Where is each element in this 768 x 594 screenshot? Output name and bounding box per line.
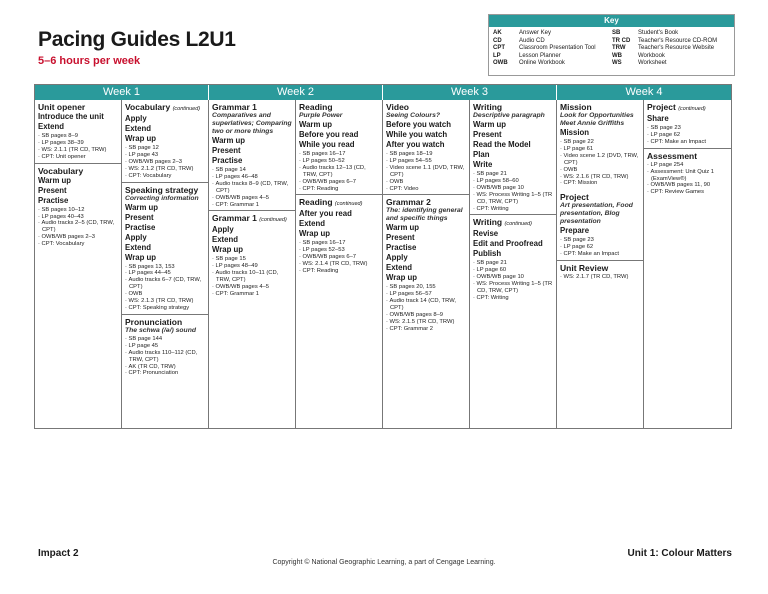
lesson-step: Warm up [125, 202, 159, 212]
resource-item: · Audio track 14 (CD, TRW, CPT) [386, 298, 466, 312]
resource-item: · OWB [125, 291, 205, 298]
lesson-step: Extend [386, 263, 412, 273]
lesson-step: Publish [473, 249, 502, 259]
section-title [560, 263, 640, 273]
section-title-text: Project [560, 192, 589, 203]
lesson-step: Warm up [212, 136, 246, 145]
resource-item: · LP page 60 [473, 267, 553, 274]
resource-item: · SB page 23 [560, 237, 640, 244]
resource-item: · WS: 2.1.7 (TR CD, TRW) [560, 274, 640, 281]
resource-list [560, 237, 640, 258]
resource-item: · OWB/WB pages 2–3 [125, 159, 205, 166]
resource-list [473, 260, 553, 301]
key-description: Answer Key [519, 30, 552, 36]
resource-item: · Audio tracks 10–11 (CD, TRW, CPT) [212, 270, 292, 284]
section-title-text: Writing [473, 102, 503, 112]
key-abbreviation: CPT [493, 45, 505, 52]
resource-list [386, 284, 466, 332]
section-title-text: Vocabulary [38, 165, 84, 176]
lesson-step: Prepare [560, 226, 590, 236]
resource-item: · SB pages 16–17 [299, 151, 379, 158]
key-abbreviation: WB [612, 52, 622, 59]
section-title-text: Project [647, 102, 676, 112]
resource-item: · WS: 2.1.1 (TR CD, TRW) [38, 147, 118, 154]
lesson-step: While you read [299, 140, 355, 149]
key-column-left [493, 30, 612, 68]
resource-item: · OWB/WB pages 8–9 [386, 312, 466, 319]
resource-item: · LP pages 40–43 [38, 214, 118, 221]
lesson-step: Present [386, 233, 415, 243]
key-description: Online Workbook [519, 60, 565, 67]
key-row [612, 53, 731, 61]
section-title-text: Vocabulary [125, 102, 171, 112]
lesson-step: Practise [125, 222, 156, 232]
lesson-step: Wrap up [125, 252, 157, 262]
resource-item: · CPT: Grammar 1 [212, 202, 292, 209]
section-title-text: Assessment [647, 150, 698, 161]
resource-list [386, 151, 466, 192]
lesson-step: After you watch [386, 140, 445, 149]
resource-item: · CPT: Pronunciation [125, 370, 205, 377]
continued-label: (continued) [504, 221, 533, 228]
resource-item: · LP page 45 [125, 343, 205, 350]
resource-item: · CPT: Reading [299, 268, 379, 275]
section-title [386, 102, 466, 112]
resource-item: · SB page 12 [125, 145, 205, 152]
resource-item: · LP page 62 [647, 132, 728, 139]
section-title-text: Unit Review [560, 263, 609, 274]
resource-item: · CPT: Writing [473, 295, 553, 302]
resource-item: · LP page 62 [560, 244, 640, 251]
key-row [493, 60, 612, 68]
resource-item: · LP pages 46–48 [212, 174, 292, 181]
resource-list [212, 167, 292, 208]
page-title: Pacing Guides L2U1 [38, 28, 236, 51]
resource-item: · CPT: Mission [560, 180, 640, 187]
resource-list [38, 207, 118, 248]
key-abbreviation: AK [493, 30, 502, 36]
resource-item: · Video scene 1.1 (DVD, TRW, CPT) [386, 165, 466, 179]
key-abbreviation: WS [612, 60, 622, 67]
resource-item: · OWB/WB page 10 [473, 185, 553, 192]
resource-item: · CPT: Unit opener [38, 154, 118, 161]
resource-item: · CPT: Grammar 2 [386, 326, 466, 333]
resource-item: · CPT: Vocabulary [125, 173, 205, 180]
section-title-text: Reading [299, 102, 333, 112]
lesson-step: Extend [299, 219, 325, 229]
lesson-step: Warm up [38, 175, 72, 185]
resource-item: · SB page 14 [212, 167, 292, 174]
lesson-step: Write [473, 160, 493, 169]
resource-item: · CPT: Make an Impact [647, 139, 728, 146]
footer-book-title: Impact 2 [38, 548, 79, 559]
section-title [38, 102, 118, 112]
section-title [473, 217, 553, 229]
section-title-text: Writing [473, 217, 503, 228]
lesson-step: Practise [38, 195, 69, 205]
key-abbreviation: TR CD [612, 37, 631, 44]
resource-item: · LP page 61 [560, 146, 640, 153]
lesson-column [644, 100, 731, 428]
resource-item: · CPT: Reading [299, 186, 379, 193]
key-box [488, 14, 735, 76]
continued-label: (continued) [259, 217, 287, 224]
resource-item: · CPT: Writing [473, 206, 553, 213]
resource-item: · LP pages 58–60 [473, 178, 553, 185]
section-subtitle: Look for Opportunities [560, 112, 634, 119]
resource-item: · LP pages 38–39 [38, 140, 118, 147]
resource-item: · WS: 2.1.6 (TR CD, TRW) [560, 174, 640, 181]
key-row [612, 45, 731, 53]
section-subtitle: Meet Annie Griffiths [560, 120, 625, 127]
section-title-text: Unit opener [38, 102, 86, 112]
key-description: Audio CD [519, 37, 545, 44]
resource-item: · Audio tracks 8–9 (CD, TRW, CPT) [212, 181, 292, 195]
resource-item: · LP pages 44–45 [125, 270, 205, 277]
resource-list [560, 139, 640, 187]
resource-item: · SB page 15 [212, 256, 292, 263]
lesson-step: Present [473, 130, 502, 139]
lesson-columns [35, 100, 731, 428]
section-title [212, 102, 292, 112]
key-description: Teacher's Resource CD-ROM [638, 37, 718, 44]
resource-item: · CPT: Speaking strategy [125, 305, 205, 312]
lesson-step: Apply [386, 253, 408, 263]
section-divider [296, 194, 382, 195]
footer-copyright: Copyright © National Geographic Learning, a part of Cengage Learning. [272, 559, 496, 566]
resource-item: · OWB/WB pages 6–7 [299, 254, 379, 261]
pacing-grid [34, 84, 732, 429]
resource-item: · CPT: Make an Impact [560, 251, 640, 258]
resource-item: · Video scene 1.2 (DVD, TRW, CPT) [560, 153, 640, 167]
lesson-step: Present [212, 146, 241, 155]
lesson-step: Wrap up [386, 273, 418, 283]
lesson-step: Plan [473, 150, 490, 159]
key-row [612, 60, 731, 68]
week-header: Week 4 [557, 85, 731, 100]
resource-item: · SB page 22 [560, 139, 640, 146]
lesson-step: Mission [560, 128, 590, 137]
resource-item: · Assessment: Unit Quiz 1 (ExamView®) [647, 169, 728, 183]
resource-item: · OWB/WB page 10 [473, 274, 553, 281]
section-title-text: Pronunciation [125, 316, 183, 327]
lesson-column [296, 100, 383, 428]
lesson-step: Wrap up [125, 134, 157, 143]
section-title [125, 185, 205, 195]
key-column-right [612, 30, 731, 68]
resource-item: · Audio tracks 12–13 (CD, TRW, CPT) [299, 165, 379, 179]
resource-item: · Audio tracks 2–5 (CD, TRW, CPT) [38, 220, 118, 234]
resource-item: · WS: Process Writing 1–5 (TR CD, TRW, CPT) [473, 281, 553, 295]
resource-list [473, 171, 553, 212]
lesson-step: After you read [299, 209, 352, 219]
lesson-step: Extend [212, 235, 238, 245]
lesson-column [122, 100, 209, 428]
resource-item: · CPT: Review Games [647, 189, 728, 196]
lesson-column [35, 100, 122, 428]
lesson-column [383, 100, 470, 428]
key-description: Teacher's Resource Website [638, 45, 715, 52]
resource-list [560, 274, 640, 281]
continued-label: (continued) [678, 106, 706, 112]
lesson-step: Extend [38, 122, 64, 131]
lesson-column [557, 100, 644, 428]
section-divider [35, 163, 121, 164]
section-title-text: Grammar 1 [212, 102, 257, 112]
resource-list [125, 145, 205, 180]
resource-item: · Audio tracks 110–112 (CD, TRW, CPT) [125, 350, 205, 364]
resource-item: · WS: 2.1.2 (TR CD, TRW) [125, 166, 205, 173]
resource-list [647, 162, 728, 197]
lesson-step: While you watch [386, 130, 448, 139]
lesson-step: Warm up [386, 223, 420, 233]
key-description: Classroom Presentation Tool [519, 45, 596, 52]
resource-item: · CPT: Video [386, 186, 466, 193]
resource-list [299, 151, 379, 192]
resource-item: · OWB/WB pages 4–5 [212, 284, 292, 291]
lesson-step: Practise [212, 156, 243, 165]
resource-item: · LP pages 48–49 [212, 263, 292, 270]
resource-item: · OWB/WB pages 6–7 [299, 179, 379, 186]
section-subtitle: The schwa (/ə/) sound [125, 326, 196, 334]
key-row [493, 38, 612, 46]
continued-label: (continued) [334, 201, 363, 208]
resource-item: · OWB/WB pages 11, 90 [647, 182, 728, 189]
resource-list [38, 133, 118, 161]
lesson-step: Extend [125, 124, 151, 133]
section-divider [644, 148, 731, 149]
week-header-row [35, 85, 731, 100]
key-row [493, 30, 612, 38]
section-title-text: Mission [560, 102, 592, 112]
key-row [493, 53, 612, 61]
resource-item: · WS: 2.1.3 (TR CD, TRW) [125, 298, 205, 305]
continued-label: (continued) [172, 106, 201, 112]
resource-item: · WS: Process Writing 1–5 (TR CD, TRW, CPT) [473, 192, 553, 206]
lesson-column [209, 100, 296, 428]
key-abbreviation: OWB [493, 60, 508, 67]
lesson-step: Before you read [299, 130, 359, 139]
section-divider [122, 314, 208, 315]
key-heading: Key [489, 15, 734, 27]
lesson-step: Warm up [299, 120, 333, 129]
section-title-text: Video [386, 102, 409, 112]
resource-item: · LP pages 56–57 [386, 291, 466, 298]
lesson-step: Present [38, 185, 67, 195]
key-abbreviation: TRW [612, 45, 626, 52]
key-abbreviation: CD [493, 37, 502, 44]
lesson-step: Present [125, 212, 154, 222]
section-subtitle: Comparatives and superlatives; Comparing two or more things [212, 112, 292, 135]
lesson-step: Warm up [473, 120, 507, 129]
section-subtitle: Art presentation, Food presentation, Blog presentation [560, 202, 633, 226]
lesson-step: Before you watch [386, 120, 451, 129]
section-subtitle: Correcting information [125, 194, 199, 202]
lesson-step: Extend [125, 242, 151, 252]
lesson-step: Revise [473, 229, 499, 239]
resource-item: · OWB [386, 179, 466, 186]
resource-list [212, 256, 292, 297]
resource-item: · Audio tracks 6–7 (CD, TRW, CPT) [125, 277, 205, 291]
week-header: Week 2 [209, 85, 383, 100]
key-row [493, 45, 612, 53]
section-title [560, 102, 640, 112]
lesson-step: Apply [212, 225, 234, 235]
section-divider [470, 214, 556, 215]
resource-list [647, 125, 728, 146]
section-title-text: Reading [299, 197, 333, 208]
week-header: Week 1 [35, 85, 209, 100]
lesson-step: Introduce the unit [38, 112, 104, 121]
resource-item: · LP page 43 [125, 152, 205, 159]
section-title-text: Grammar 1 [212, 213, 257, 224]
key-row [612, 38, 731, 46]
resource-item: · CPT: Grammar 1 [212, 291, 292, 298]
section-title [299, 197, 379, 209]
lesson-step: Wrap up [212, 245, 244, 255]
resource-item: · SB pages 13, 153 [125, 264, 205, 271]
key-abbreviation: LP [493, 52, 501, 59]
key-description: Student's Book [638, 30, 679, 36]
section-title [299, 102, 379, 112]
section-subtitle: The: identifying general and specific things [386, 207, 463, 223]
key-abbreviation: SB [612, 30, 621, 36]
resource-item: · WS: 2.1.5 (TR CD, TRW) [386, 319, 466, 326]
section-title [647, 102, 728, 114]
section-subtitle: Seeing Colours? [386, 112, 441, 119]
lesson-step: Share [647, 114, 669, 123]
resource-item: · LP pages 54–55 [386, 158, 466, 165]
resource-item: · SB pages 20, 155 [386, 284, 466, 291]
resource-item: · SB pages 18–19 [386, 151, 466, 158]
resource-list [125, 336, 205, 377]
key-description: Workbook [638, 52, 665, 59]
resource-item: · SB page 23 [647, 125, 728, 132]
section-title [560, 192, 640, 202]
section-title [125, 102, 205, 114]
resource-item: · CPT: Vocabulary [38, 241, 118, 248]
week-header: Week 3 [383, 85, 557, 100]
lesson-step: Apply [125, 114, 147, 123]
lesson-step: Apply [125, 232, 147, 242]
resource-item: · SB page 144 [125, 336, 205, 343]
resource-item: · AK (TR CD, TRW) [125, 364, 205, 371]
resource-item: · SB pages 8–9 [38, 133, 118, 140]
section-divider [122, 182, 208, 183]
lesson-column [470, 100, 557, 428]
resource-item: · OWB [560, 167, 640, 174]
section-title [125, 317, 205, 327]
resource-list [125, 264, 205, 312]
resource-item: · SB pages 16–17 [299, 240, 379, 247]
section-title [212, 213, 292, 225]
lesson-step: Edit and Proofread [473, 239, 543, 249]
resource-item: · OWB/WB pages 4–5 [212, 195, 292, 202]
resource-item: · SB page 21 [473, 171, 553, 178]
footer-unit-title: Unit 1: Colour Matters [627, 548, 732, 559]
lesson-step: Wrap up [299, 229, 331, 239]
resource-item: · LP page 254 [647, 162, 728, 169]
section-divider [383, 194, 469, 195]
lesson-step: Practise [386, 243, 417, 253]
key-description: Lesson Planner [519, 52, 561, 59]
key-description: Worksheet [638, 60, 667, 67]
section-divider [557, 260, 643, 261]
section-title [473, 102, 553, 112]
section-subtitle: Purple Power [299, 112, 343, 119]
section-title [386, 197, 466, 207]
resource-item: · SB page 21 [473, 260, 553, 267]
resource-item: · LP pages 50–52 [299, 158, 379, 165]
resource-item: · OWB/WB pages 2–3 [38, 234, 118, 241]
key-row [612, 30, 731, 38]
section-subtitle: Descriptive paragraph [473, 112, 545, 119]
lesson-step: Read the Model [473, 140, 531, 149]
section-title-text: Grammar 2 [386, 197, 431, 208]
page-subtitle: 5–6 hours per week [38, 55, 141, 67]
section-divider [209, 210, 295, 211]
resource-item: · WS: 2.1.4 (TR CD, TRW) [299, 261, 379, 268]
section-title [647, 151, 728, 161]
resource-item: · LP pages 52–53 [299, 247, 379, 254]
resource-list [299, 240, 379, 275]
section-title-text: Speaking strategy [125, 184, 199, 195]
resource-item: · SB pages 10–12 [38, 207, 118, 214]
section-title [38, 166, 118, 176]
